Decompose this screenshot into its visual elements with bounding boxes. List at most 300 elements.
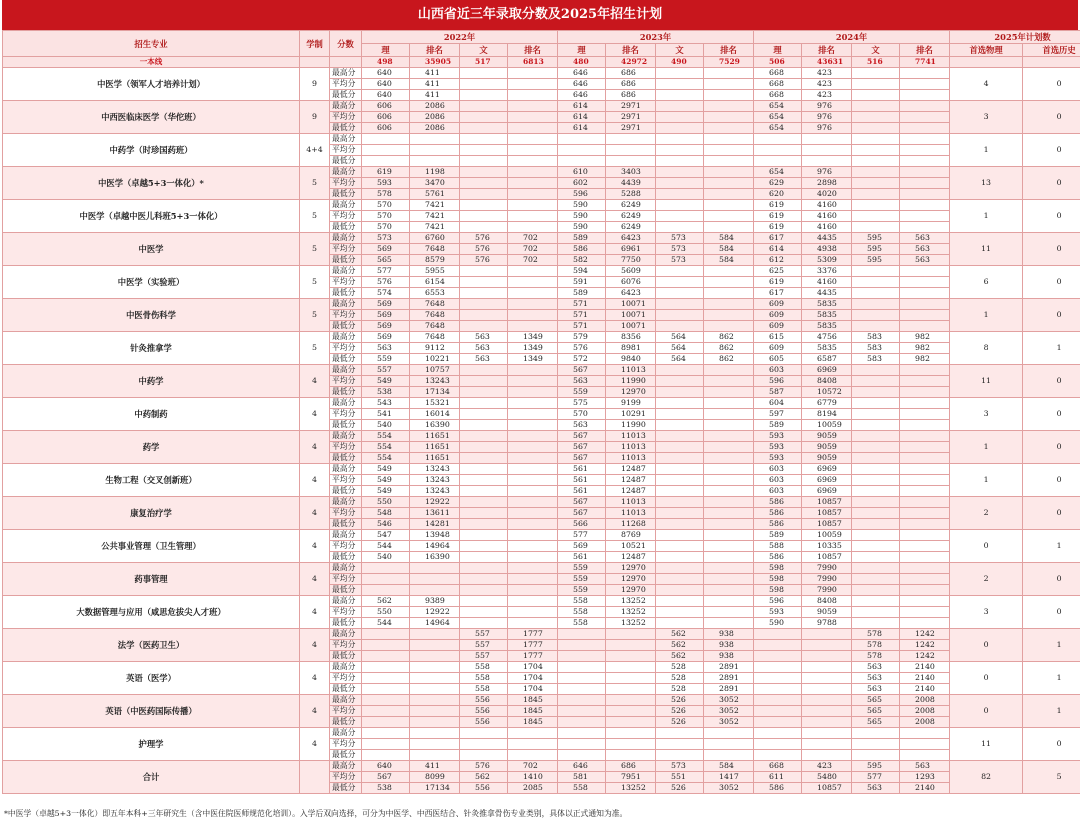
score-type-label: 最低分 [330, 486, 362, 497]
score-cell [852, 420, 900, 431]
score-cell: 586 [754, 508, 802, 519]
score-cell [900, 387, 950, 398]
score-cell: 10857 [802, 783, 852, 794]
table-row [3, 299, 1080, 310]
score-cell [508, 376, 558, 387]
score-cell [802, 640, 852, 651]
score-cell [362, 640, 410, 651]
score-cell: 10059 [802, 530, 852, 541]
score-cell: 582 [558, 255, 606, 266]
score-cell: 654 [754, 123, 802, 134]
score-cell [656, 189, 704, 200]
score-cell: 5835 [802, 299, 852, 310]
major-name: 大数据管理与应用（咸思危拔尖人才班） [3, 596, 300, 629]
score-cell: 4020 [802, 189, 852, 200]
score-type-label: 最高分 [330, 299, 362, 310]
score-cell: 567 [558, 431, 606, 442]
score-cell: 584 [704, 244, 754, 255]
score-type-label: 最高分 [330, 134, 362, 145]
score-cell [460, 167, 508, 178]
score-cell: 578 [362, 189, 410, 200]
score-cell [460, 299, 508, 310]
score-cell: 576 [558, 343, 606, 354]
score-cell: 976 [802, 167, 852, 178]
table-row [3, 101, 1080, 112]
score-type-label: 最低分 [330, 519, 362, 530]
major-name: 法学（医药卫生） [3, 629, 300, 662]
plan-history: 0 [1023, 596, 1080, 629]
score-cell: 6249 [606, 222, 656, 233]
plan-physics: 4 [950, 68, 1023, 101]
score-cell: 562 [460, 772, 508, 783]
score-cell: 862 [704, 343, 754, 354]
score-cell: 544 [362, 541, 410, 552]
score-cell: 11013 [606, 453, 656, 464]
score-type-label: 平均分 [330, 376, 362, 387]
score-cell [460, 442, 508, 453]
score-cell: 5835 [802, 321, 852, 332]
score-cell [704, 574, 754, 585]
score-cell [852, 134, 900, 145]
score-cell [704, 618, 754, 629]
major-name: 合计 [3, 761, 300, 794]
score-cell: 5288 [606, 189, 656, 200]
score-cell [704, 222, 754, 233]
score-cell: 596 [754, 596, 802, 607]
score-cell [656, 409, 704, 420]
score-cell: 528 [656, 662, 704, 673]
score-cell: 1198 [410, 167, 460, 178]
score-cell [606, 739, 656, 750]
score-cell [656, 420, 704, 431]
score-cell [460, 508, 508, 519]
score-cell: 589 [558, 233, 606, 244]
score-cell: 563 [558, 376, 606, 387]
score-cell: 5835 [802, 310, 852, 321]
score-cell: 559 [558, 585, 606, 596]
score-cell: 7990 [802, 563, 852, 574]
score-cell [606, 156, 656, 167]
score-cell: 6587 [802, 354, 852, 365]
score-cell: 13243 [410, 475, 460, 486]
score-cell: 7648 [410, 244, 460, 255]
score-cell [362, 673, 410, 684]
score-cell [704, 112, 754, 123]
major-name: 中医学 [3, 233, 300, 266]
score-cell: 1777 [508, 629, 558, 640]
score-cell: 570 [362, 222, 410, 233]
score-cell [656, 376, 704, 387]
score-type-label: 最高分 [330, 761, 362, 772]
score-cell: 2971 [606, 123, 656, 134]
score-cell [508, 442, 558, 453]
score-cell [362, 684, 410, 695]
score-type-label: 最高分 [330, 497, 362, 508]
plan-physics: 2 [950, 497, 1023, 530]
table-row [3, 68, 1080, 79]
score-cell: 550 [362, 607, 410, 618]
score-cell: 1242 [900, 640, 950, 651]
score-cell [754, 695, 802, 706]
score-cell: 2008 [900, 706, 950, 717]
score-cell: 567 [558, 497, 606, 508]
study-years: 4 [300, 464, 330, 497]
score-cell [852, 101, 900, 112]
score-cell: 606 [362, 101, 410, 112]
score-cell [460, 288, 508, 299]
score-cell: 640 [362, 68, 410, 79]
major-name: 生物工程（交叉创新班） [3, 464, 300, 497]
score-cell: 10857 [802, 497, 852, 508]
benchmark-empty [300, 57, 330, 68]
score-cell [460, 222, 508, 233]
score-cell [704, 486, 754, 497]
table-row [3, 398, 1080, 409]
plan-physics: 11 [950, 728, 1023, 761]
score-cell [900, 266, 950, 277]
score-cell [852, 541, 900, 552]
major-name: 康复治疗学 [3, 497, 300, 530]
score-cell [802, 156, 852, 167]
score-cell: 558 [460, 673, 508, 684]
score-cell [656, 134, 704, 145]
score-cell [900, 123, 950, 134]
score-cell [704, 387, 754, 398]
score-cell: 619 [754, 222, 802, 233]
plan-history: 0 [1023, 431, 1080, 464]
score-cell [900, 750, 950, 761]
score-cell: 543 [362, 398, 410, 409]
score-cell [704, 123, 754, 134]
score-cell: 11990 [606, 376, 656, 387]
score-cell [558, 134, 606, 145]
score-cell: 16390 [410, 552, 460, 563]
score-cell: 10521 [606, 541, 656, 552]
score-cell [460, 519, 508, 530]
score-cell [460, 596, 508, 607]
score-cell [656, 299, 704, 310]
score-cell [508, 486, 558, 497]
score-cell: 589 [754, 420, 802, 431]
score-cell: 1293 [900, 772, 950, 783]
major-name: 公共事业管理（卫生管理） [3, 530, 300, 563]
study-years: 4 [300, 662, 330, 695]
score-cell [852, 442, 900, 453]
score-cell [656, 739, 704, 750]
score-cell: 538 [362, 387, 410, 398]
score-cell [852, 585, 900, 596]
score-cell [460, 376, 508, 387]
score-cell [704, 68, 754, 79]
score-cell: 6154 [410, 277, 460, 288]
score-cell: 7990 [802, 574, 852, 585]
table-row [3, 728, 1080, 739]
score-cell [508, 530, 558, 541]
score-cell: 565 [362, 255, 410, 266]
benchmark-value: 35905 [410, 57, 460, 68]
score-cell: 2891 [704, 684, 754, 695]
score-cell: 557 [460, 640, 508, 651]
score-cell: 11013 [606, 365, 656, 376]
score-cell [900, 728, 950, 739]
score-cell: 590 [558, 222, 606, 233]
score-cell [754, 134, 802, 145]
score-cell [558, 695, 606, 706]
score-cell [704, 178, 754, 189]
table-row [3, 266, 1080, 277]
score-cell [460, 409, 508, 420]
score-cell: 591 [558, 277, 606, 288]
score-cell [460, 178, 508, 189]
score-cell: 10221 [410, 354, 460, 365]
score-cell: 12922 [410, 607, 460, 618]
score-cell: 558 [460, 684, 508, 695]
score-cell [802, 651, 852, 662]
score-cell: 4160 [802, 200, 852, 211]
score-cell [900, 101, 950, 112]
score-cell: 603 [754, 475, 802, 486]
score-cell [606, 695, 656, 706]
score-cell: 581 [558, 772, 606, 783]
table-row [3, 332, 1080, 343]
score-cell: 11013 [606, 442, 656, 453]
score-cell: 10071 [606, 299, 656, 310]
score-cell: 589 [558, 288, 606, 299]
score-cell [900, 486, 950, 497]
score-cell [852, 486, 900, 497]
table-row [3, 761, 1080, 772]
score-cell: 590 [558, 200, 606, 211]
score-cell [460, 739, 508, 750]
score-cell: 423 [802, 68, 852, 79]
plan-history: 0 [1023, 200, 1080, 233]
score-cell [606, 717, 656, 728]
score-cell: 6969 [802, 464, 852, 475]
score-cell [900, 211, 950, 222]
score-cell: 702 [508, 761, 558, 772]
score-cell: 598 [754, 563, 802, 574]
score-cell [754, 145, 802, 156]
score-cell [508, 321, 558, 332]
score-type-label: 平均分 [330, 607, 362, 618]
score-cell [754, 684, 802, 695]
score-cell [460, 123, 508, 134]
score-cell: 567 [558, 508, 606, 519]
score-cell: 3470 [410, 178, 460, 189]
score-cell: 7421 [410, 200, 460, 211]
score-cell [656, 431, 704, 442]
score-cell: 11013 [606, 497, 656, 508]
sub-header-1-3: 文 [460, 44, 508, 57]
score-cell [704, 299, 754, 310]
score-cell [656, 145, 704, 156]
score-cell: 2891 [704, 673, 754, 684]
score-cell: 569 [362, 332, 410, 343]
score-type-label: 最高分 [330, 629, 362, 640]
score-cell [900, 563, 950, 574]
score-cell: 611 [754, 772, 802, 783]
plan-physics: 0 [950, 695, 1023, 728]
score-cell: 604 [754, 398, 802, 409]
score-cell [656, 563, 704, 574]
score-cell: 1845 [508, 706, 558, 717]
score-cell: 13243 [410, 464, 460, 475]
score-cell [460, 563, 508, 574]
score-cell: 862 [704, 354, 754, 365]
plan-history: 0 [1023, 299, 1080, 332]
score-cell [852, 178, 900, 189]
score-cell: 571 [558, 299, 606, 310]
score-cell [460, 134, 508, 145]
score-cell: 11990 [606, 420, 656, 431]
score-cell: 569 [362, 244, 410, 255]
score-cell [656, 156, 704, 167]
score-cell: 562 [362, 596, 410, 607]
score-cell [656, 541, 704, 552]
score-cell: 9059 [802, 453, 852, 464]
score-cell: 593 [362, 178, 410, 189]
score-cell [704, 365, 754, 376]
score-cell [656, 211, 704, 222]
page-title: 山西省近三年录取分数及2025年招生计划 [2, 0, 1078, 30]
score-cell [410, 684, 460, 695]
score-cell: 603 [754, 486, 802, 497]
score-cell [460, 750, 508, 761]
score-cell: 617 [754, 233, 802, 244]
score-cell [900, 574, 950, 585]
score-cell [704, 475, 754, 486]
score-cell [508, 101, 558, 112]
score-cell [900, 530, 950, 541]
score-cell: 578 [852, 640, 900, 651]
score-cell: 567 [558, 453, 606, 464]
score-cell: 6249 [606, 200, 656, 211]
score-cell [508, 453, 558, 464]
benchmark-value: 7529 [704, 57, 754, 68]
score-cell: 2086 [410, 123, 460, 134]
score-cell [656, 167, 704, 178]
score-cell: 554 [362, 431, 410, 442]
score-cell: 583 [852, 343, 900, 354]
score-cell: 702 [508, 255, 558, 266]
table-row [3, 233, 1080, 244]
score-cell: 619 [362, 167, 410, 178]
score-cell: 612 [754, 255, 802, 266]
score-cell: 614 [558, 101, 606, 112]
benchmark-value: 517 [460, 57, 508, 68]
score-cell [852, 90, 900, 101]
score-cell: 563 [900, 761, 950, 772]
score-cell [460, 420, 508, 431]
score-cell [410, 717, 460, 728]
study-years: 4 [300, 398, 330, 431]
score-cell: 563 [852, 673, 900, 684]
score-cell: 7648 [410, 332, 460, 343]
score-cell [460, 156, 508, 167]
score-cell [900, 189, 950, 200]
score-type-label: 最高分 [330, 695, 362, 706]
score-cell [508, 310, 558, 321]
score-cell [704, 530, 754, 541]
score-cell [852, 145, 900, 156]
score-cell [656, 365, 704, 376]
score-cell [362, 134, 410, 145]
score-cell: 559 [558, 387, 606, 398]
plan-history: 0 [1023, 266, 1080, 299]
score-cell [802, 706, 852, 717]
score-cell [656, 310, 704, 321]
score-cell: 702 [508, 244, 558, 255]
score-cell: 586 [754, 497, 802, 508]
score-cell [508, 189, 558, 200]
score-cell: 593 [754, 431, 802, 442]
score-type-label: 最高分 [330, 662, 362, 673]
score-cell: 10291 [606, 409, 656, 420]
score-cell: 10572 [802, 387, 852, 398]
table-row [3, 365, 1080, 376]
plan-history: 1 [1023, 662, 1080, 695]
score-cell: 570 [362, 200, 410, 211]
study-years: 4 [300, 695, 330, 728]
score-cell: 576 [460, 761, 508, 772]
score-cell: 862 [704, 332, 754, 343]
score-cell [704, 167, 754, 178]
score-cell: 614 [754, 244, 802, 255]
score-cell: 6969 [802, 365, 852, 376]
score-cell [508, 134, 558, 145]
score-cell [852, 376, 900, 387]
score-cell [704, 519, 754, 530]
score-cell [852, 728, 900, 739]
score-cell [460, 453, 508, 464]
score-cell: 411 [410, 90, 460, 101]
score-cell [656, 728, 704, 739]
score-cell [558, 662, 606, 673]
study-years: 5 [300, 266, 330, 299]
score-cell [900, 310, 950, 321]
score-cell: 11651 [410, 431, 460, 442]
score-cell: 557 [362, 365, 410, 376]
score-cell: 982 [900, 354, 950, 365]
score-cell [508, 508, 558, 519]
score-cell: 12487 [606, 464, 656, 475]
score-cell: 646 [558, 79, 606, 90]
score-cell [508, 387, 558, 398]
score-cell: 12970 [606, 585, 656, 596]
score-cell [606, 145, 656, 156]
score-cell: 4160 [802, 222, 852, 233]
score-cell [460, 68, 508, 79]
score-cell: 423 [802, 90, 852, 101]
score-cell [410, 563, 460, 574]
plan-history: 0 [1023, 101, 1080, 134]
score-cell: 10071 [606, 310, 656, 321]
score-cell [508, 728, 558, 739]
score-cell: 561 [558, 552, 606, 563]
score-cell: 571 [558, 321, 606, 332]
score-cell: 573 [656, 761, 704, 772]
score-cell: 6969 [802, 475, 852, 486]
score-cell [508, 68, 558, 79]
score-cell: 640 [362, 761, 410, 772]
score-cell [508, 266, 558, 277]
score-cell: 5609 [606, 266, 656, 277]
score-cell: 4160 [802, 211, 852, 222]
score-cell: 576 [460, 255, 508, 266]
score-cell: 6423 [606, 233, 656, 244]
score-cell: 686 [606, 79, 656, 90]
score-type-label: 最低分 [330, 684, 362, 695]
